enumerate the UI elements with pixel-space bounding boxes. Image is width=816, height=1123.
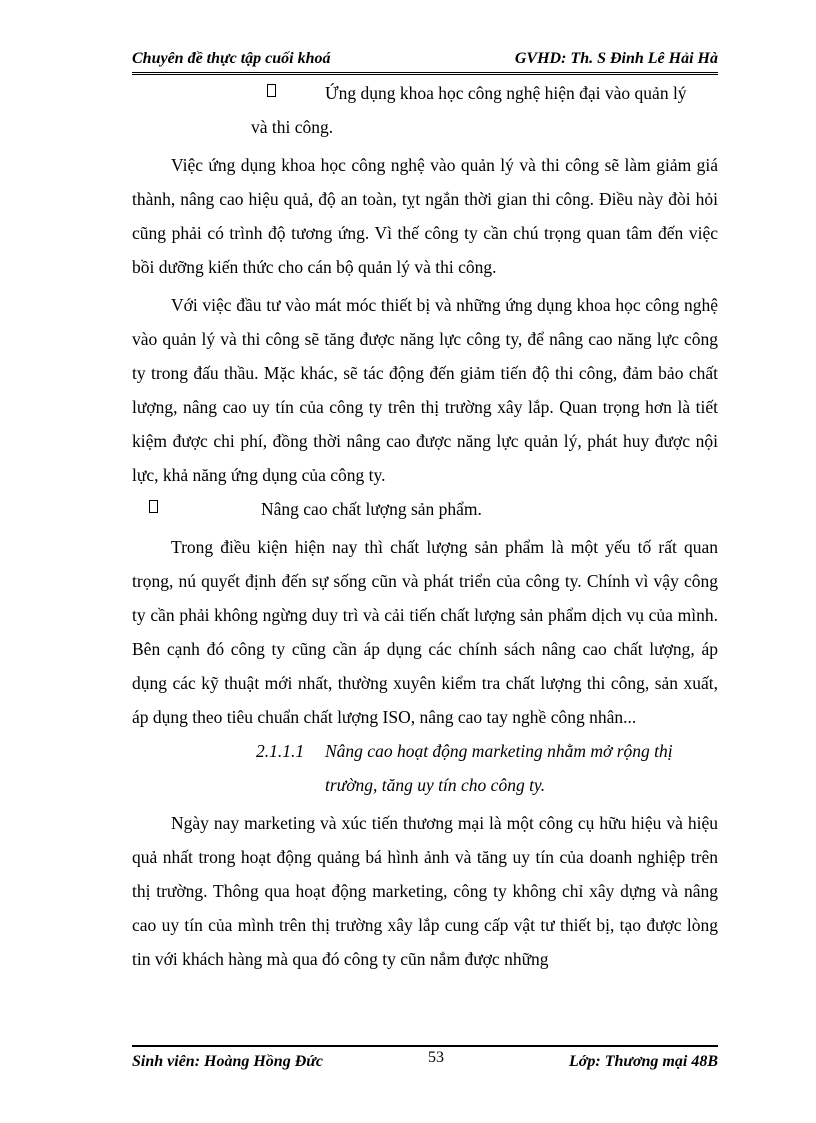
bullet-text: Nâng cao chất lượng sản phẩm.: [261, 499, 482, 519]
page-header: [132, 50, 718, 75]
bullet-text: Ứng dụng khoa học công nghệ hiện đại vào quản lý: [325, 83, 687, 103]
section-number: 2.1.1.1: [256, 741, 305, 761]
page-content: [132, 76, 718, 976]
footer-student: Sinh viên: Hoàng Hồng Đức: [132, 1053, 323, 1070]
page-number: 53: [428, 1049, 444, 1066]
section-title-line1: Nâng cao hoạt động marketing nhằm mở rộng thị: [325, 741, 673, 761]
square-bullet-icon: [149, 500, 158, 513]
square-bullet-icon: [267, 84, 276, 97]
section-title-line2: trường, tăng uy tín cho công ty.: [325, 775, 546, 795]
footer-class: Lớp: Thương mại 48B: [569, 1053, 718, 1070]
bullet-continuation: và thi công.: [251, 117, 334, 137]
bullet-item-technology: [132, 76, 718, 110]
bullet-item-quality: [132, 492, 718, 526]
paragraph: Trong điều kiện hiện nay thì chất lượng sản phẩm là một yếu tố rất quan trọng, nú quyết định đến sự sống cũn và phát triển của công ty. Chính vì vậy công ty cần phải không ngừng duy trì và cải tiến chất lượng sản phẩm dịch vụ của mình. Bên cạnh đó công ty cũng cần áp dụng các chính sách nâng cao chất lượng, áp dụng các kỹ thuật mới nhất, thường xuyên kiểm tra chất lượng thi công, sản xuất, áp dụng theo tiêu chuẩn chất lượng ISO, nâng cao tay nghề công nhân...: [132, 537, 718, 727]
page-footer: [132, 1045, 718, 1077]
paragraph: Ngày nay marketing và xúc tiến thương mại là một công cụ hữu hiệu và hiệu quả nhất trong hoạt động quảng bá hình ảnh và tăng uy tín của doanh nghiệp trên thị trường. Thông qua hoạt động marketing, công ty không chỉ xây dựng và nâng cao uy tín của mình trên thị trường xây lắp cung cấp vật tư thiết bị, tạo được lòng tin với khách hàng mà qua đó công ty cũn nắm được những: [132, 813, 718, 969]
paragraph: Với việc đầu tư vào mát móc thiết bị và những ứng dụng khoa học công nghệ vào quản lý và thi công sẽ tăng được năng lực công ty, để nâng cao năng lực công ty trong đấu thầu. Mặc khác, sẽ tác động đến giảm tiến độ thi công, đảm bảo chất lượng, nâng cao uy tín của công ty trên thị trường xây lắp. Quan trọng hơn là tiết kiệm được chi phí, đồng thời nâng cao được năng lực quản lý, phát huy được nội lực, khả năng ứng dụng của công ty.: [132, 295, 718, 485]
section-heading: [132, 734, 718, 802]
header-supervisor: GVHD: Th. S Đinh Lê Hải Hà: [514, 50, 718, 67]
header-document-title: Chuyên đề thực tập cuối khoá: [132, 50, 331, 67]
paragraph: Việc ứng dụng khoa học công nghệ vào quản lý và thi công sẽ làm giảm giá thành, nâng cao hiệu quả, độ an toàn, tỵt ngắn thời gian thi công. Điều này đòi hỏi cũng phải có trình độ tương ứng. Vì thế công ty cần chú trọng quan tâm đến việc bồi dưỡng kiến thức cho cán bộ quản lý và thi công.: [132, 155, 718, 277]
